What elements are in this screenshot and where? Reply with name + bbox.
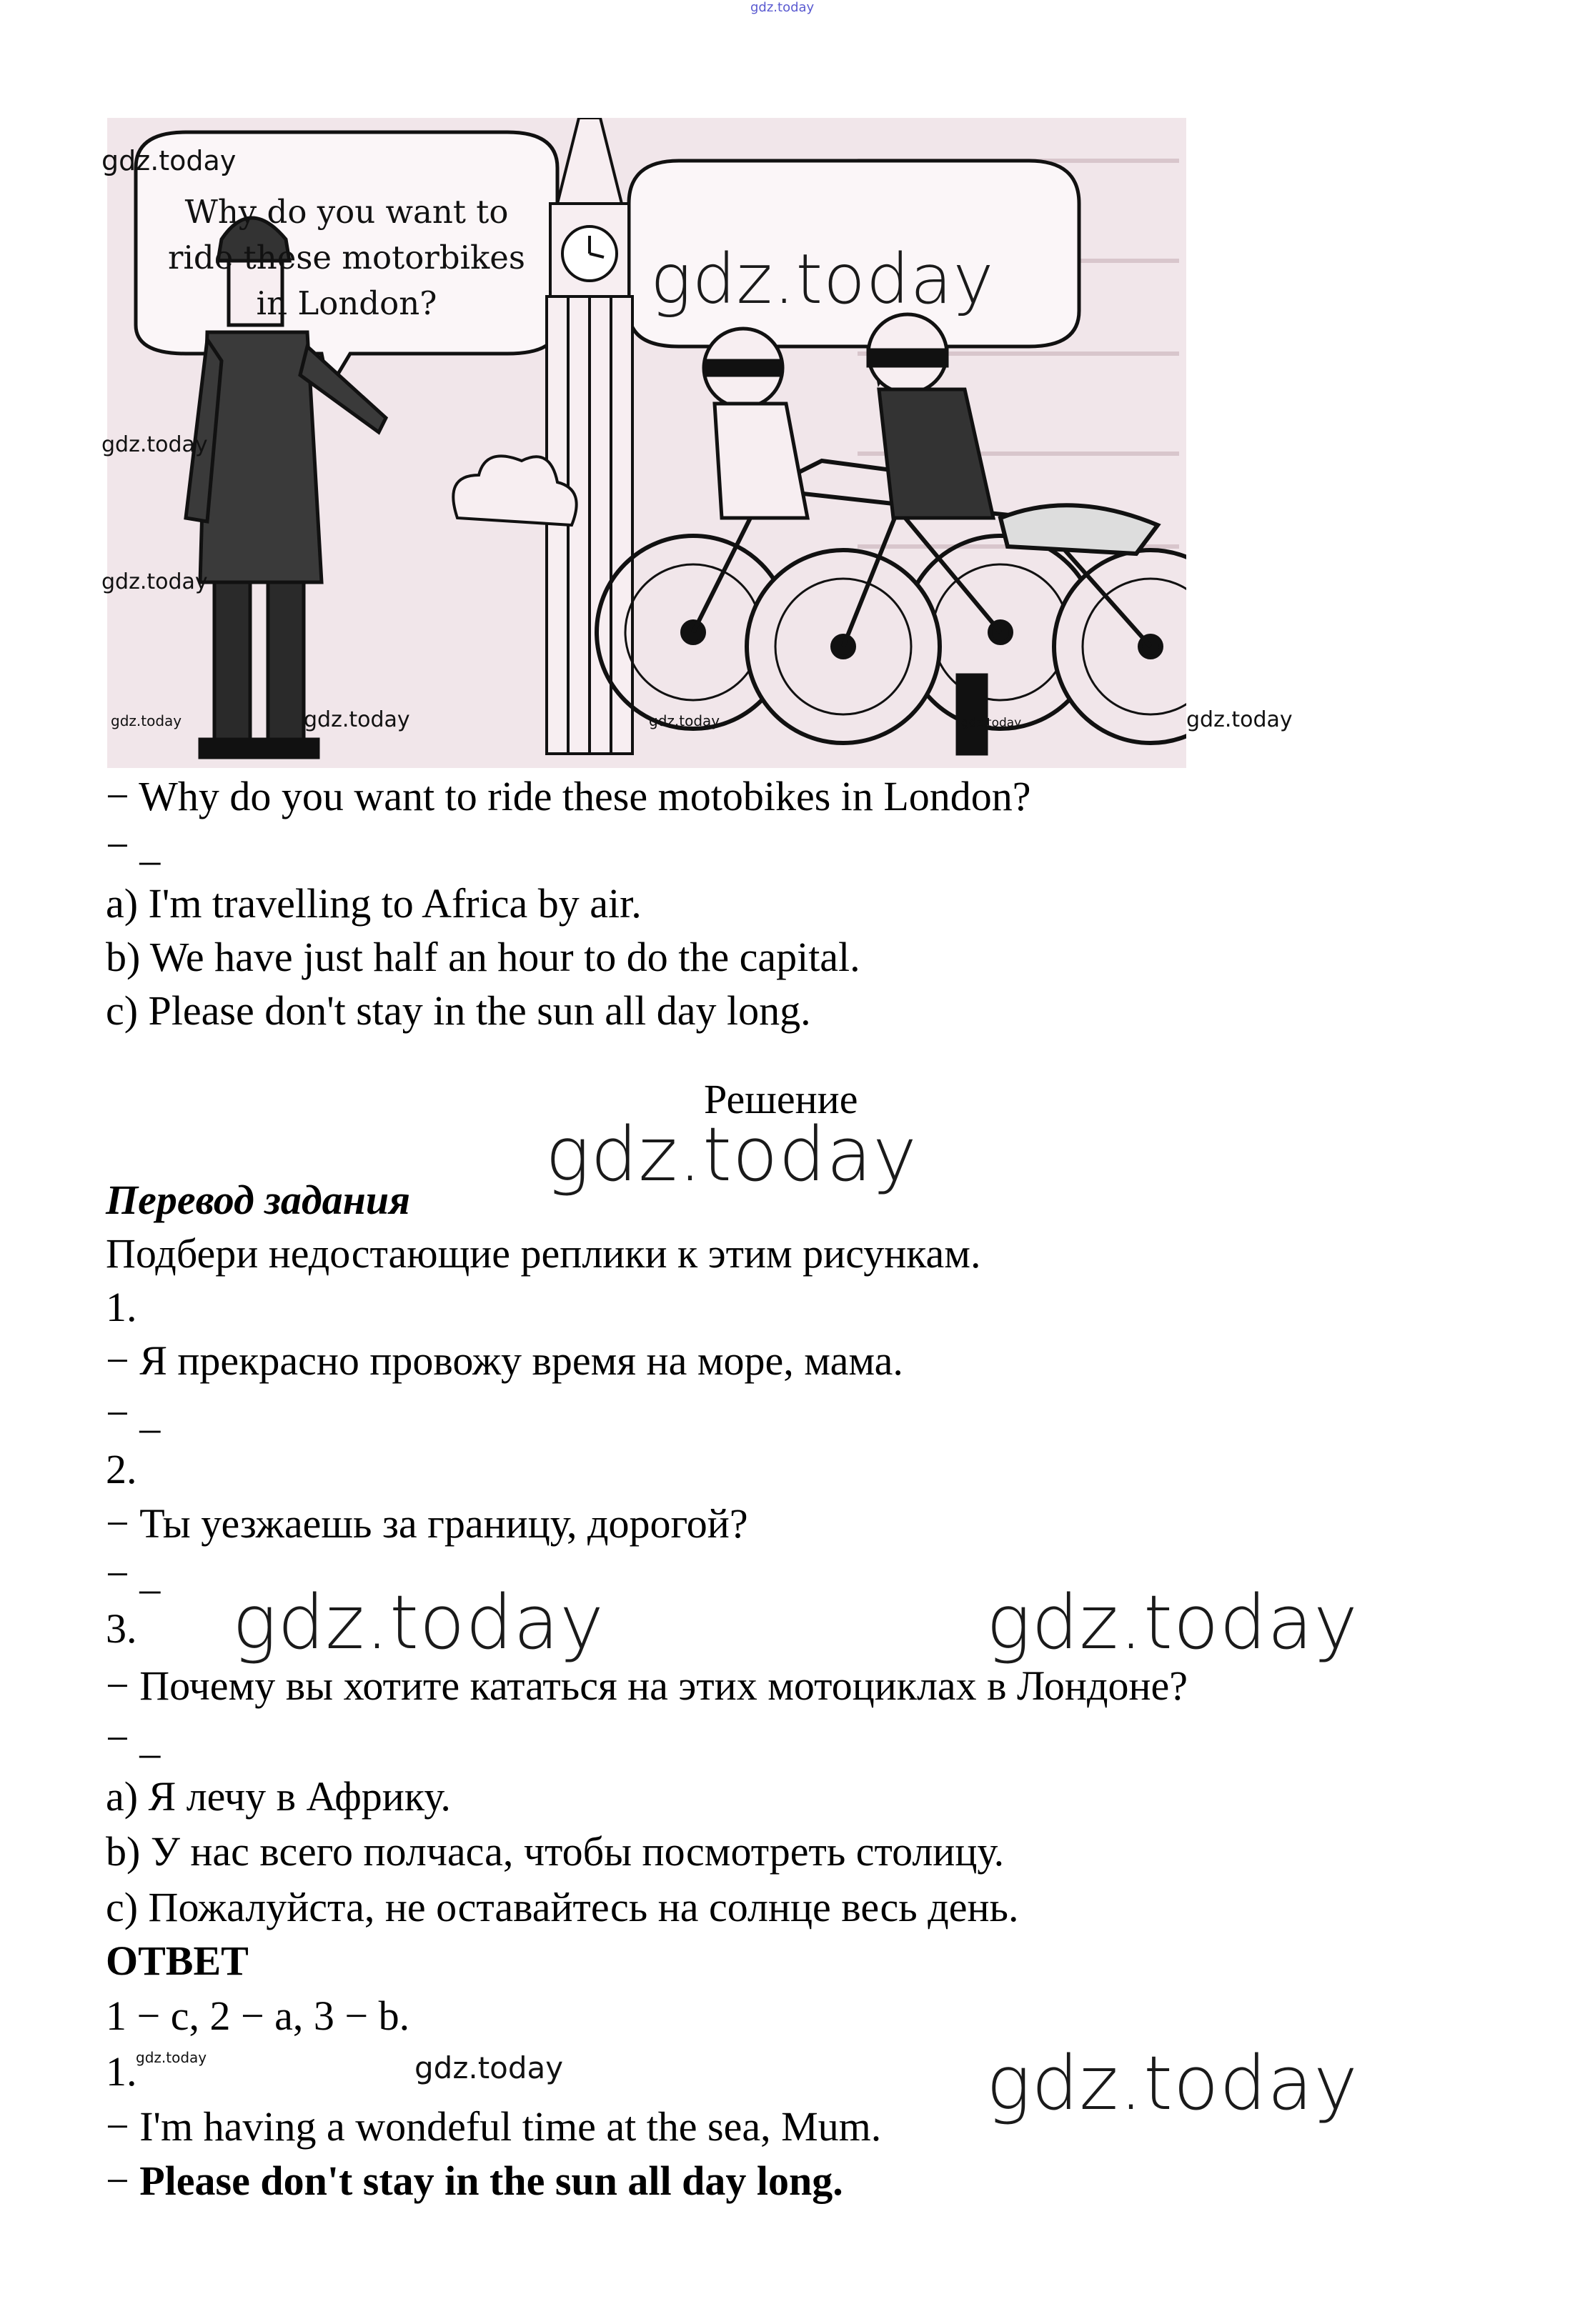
exercise-question: − Why do you want to ride these motobikes in London?	[106, 773, 1031, 819]
answer-blank: − _	[106, 1715, 161, 1762]
speech-bubble-text	[136, 189, 557, 326]
watermark: gdz.today	[232, 1579, 605, 1666]
answer-response: Please don't stay in the sun all day long.	[139, 2158, 843, 2204]
item-line: − Я прекрасно провожу время на море, мама.	[106, 1337, 903, 1384]
header-watermark: gdz.today	[750, 0, 815, 15]
answer-blank: − _	[106, 822, 161, 869]
watermark: gdz.today	[304, 707, 410, 732]
watermark: gdz.today	[136, 2049, 207, 2066]
answer-response-dash: −	[106, 2158, 140, 2204]
option-c: c) Please don't stay in the sun all day long.	[106, 987, 811, 1034]
item-number: 2.	[106, 1446, 137, 1492]
bubble-line: Why do you want to	[184, 193, 509, 231]
watermark: gdz.today	[414, 2050, 564, 2085]
option-a-ru: a) Я лечу в Африку.	[106, 1773, 451, 1820]
answer-response-line	[106, 2156, 843, 2206]
answer-blank: − _	[106, 1390, 161, 1437]
instruction: Подбери недостающие реплики к этим рисункам.	[106, 1230, 981, 1277]
bubble-line: ride these motorbikes	[167, 239, 525, 276]
cartoon-illustration	[107, 118, 1186, 768]
option-b-ru: b) У нас всего полчаса, чтобы посмотреть столицу.	[106, 1828, 1005, 1875]
bubble-line: in London?	[256, 284, 437, 322]
watermark: gdz.today	[101, 432, 208, 457]
solution-heading: Решение	[704, 1076, 858, 1122]
item-number: 1.	[106, 1284, 137, 1330]
watermark: gdz.today	[986, 2040, 1358, 2127]
answer-summary: 1 − c, 2 − a, 3 − b.	[106, 1993, 410, 2039]
translation-title: Перевод задания	[106, 1177, 410, 1223]
answer-item-number: 1.	[106, 2048, 137, 2095]
watermark: gdz.today	[649, 712, 720, 729]
watermark: gdz.today	[1186, 707, 1293, 732]
option-a: a) I'm travelling to Africa by air.	[106, 880, 642, 927]
answer-blank: − _	[106, 1551, 161, 1597]
watermark: gdz.today	[650, 239, 995, 319]
watermark: gdz.today	[961, 716, 1022, 730]
item-number: 3.	[106, 1605, 137, 1652]
answer-line: − I'm having a wondeful time at the sea, Mum.	[106, 2103, 882, 2150]
watermark: gdz.today	[111, 712, 182, 729]
watermark: gdz.today	[101, 145, 237, 176]
item-line: − Почему вы хотите кататься на этих мотоциклах в Лондоне?	[106, 1662, 1188, 1709]
watermark: gdz.today	[101, 569, 208, 594]
watermark: gdz.today	[545, 1111, 918, 1198]
option-b: b) We have just half an hour to do the capital.	[106, 934, 860, 980]
item-line: − Ты уезжаешь за границу, дорогой?	[106, 1500, 748, 1547]
option-c-ru: c) Пожалуйста, не оставайтесь на солнце весь день.	[106, 1884, 1019, 1930]
answer-heading: ОТВЕТ	[106, 1938, 249, 1984]
watermark: gdz.today	[986, 1579, 1358, 1666]
